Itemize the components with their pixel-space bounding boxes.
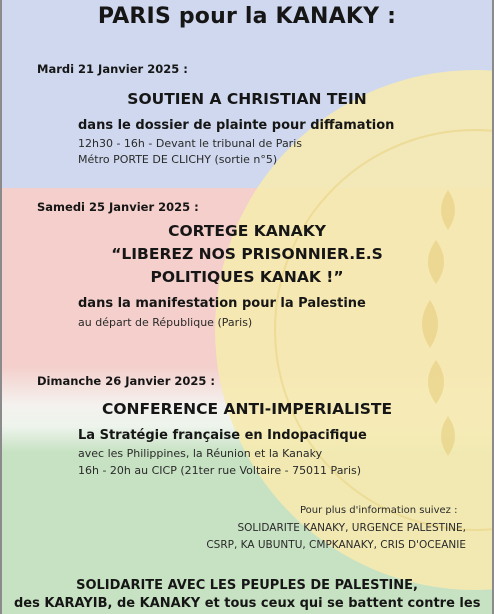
event-1-subtitle: dans le dossier de plainte pour diffamation <box>78 118 395 133</box>
info-organizations-line-2: CSRP, KA UBUNTU, CMPKANAKY, CRIS D'OCEANIE <box>206 539 466 551</box>
footer-line-1: SOLIDARITE AVEC LES PEUPLES DE PALESTINE, <box>76 578 418 593</box>
poster-title: PARIS pour la KANAKY : <box>97 4 397 29</box>
event-3-detail-venue: 16h - 20h au CICP (21ter rue Voltaire - 75011 Paris) <box>78 464 362 477</box>
event-2-subtitle: dans la manifestation pour la Palestine <box>78 296 366 311</box>
event-1-detail-time: 12h30 - 16h - Devant le tribunal de Paris <box>78 137 302 150</box>
event-3-date: Dimanche 26 Janvier 2025 : <box>37 374 215 388</box>
event-2-headline-line-3: POLITIQUES KANAK !” <box>150 268 344 286</box>
event-1-detail-metro: Métro PORTE DE CLICHY (sortie n°5) <box>78 153 278 166</box>
event-3-detail-guests: avec les Philippines, la Réunion et la Kanaky <box>78 447 323 460</box>
event-1-headline: SOUTIEN A CHRISTIAN TEIN <box>127 90 367 108</box>
info-intro: Pour plus d'information suivez : <box>300 505 458 516</box>
event-2-headline-line-1: CORTEGE KANAKY <box>168 222 326 240</box>
event-2-date: Samedi 25 Janvier 2025 : <box>37 200 199 214</box>
event-2-headline-line-2: “LIBEREZ NOS PRISONNIER.E.S <box>111 245 383 263</box>
event-3-subtitle: La Stratégie française en Indopacifique <box>78 428 367 443</box>
info-organizations-line-1: SOLIDARITE KANAKY, URGENCE PALESTINE, <box>237 522 466 534</box>
event-1-date: Mardi 21 Janvier 2025 : <box>37 62 188 76</box>
event-2-detail-departure: au départ de République (Paris) <box>78 316 253 329</box>
footer-line-2: des KARAYIB, de KANAKY et tous ceux qui se battent contre les <box>14 596 481 611</box>
event-3-headline: CONFERENCE ANTI-IMPERIALISTE <box>101 400 393 418</box>
